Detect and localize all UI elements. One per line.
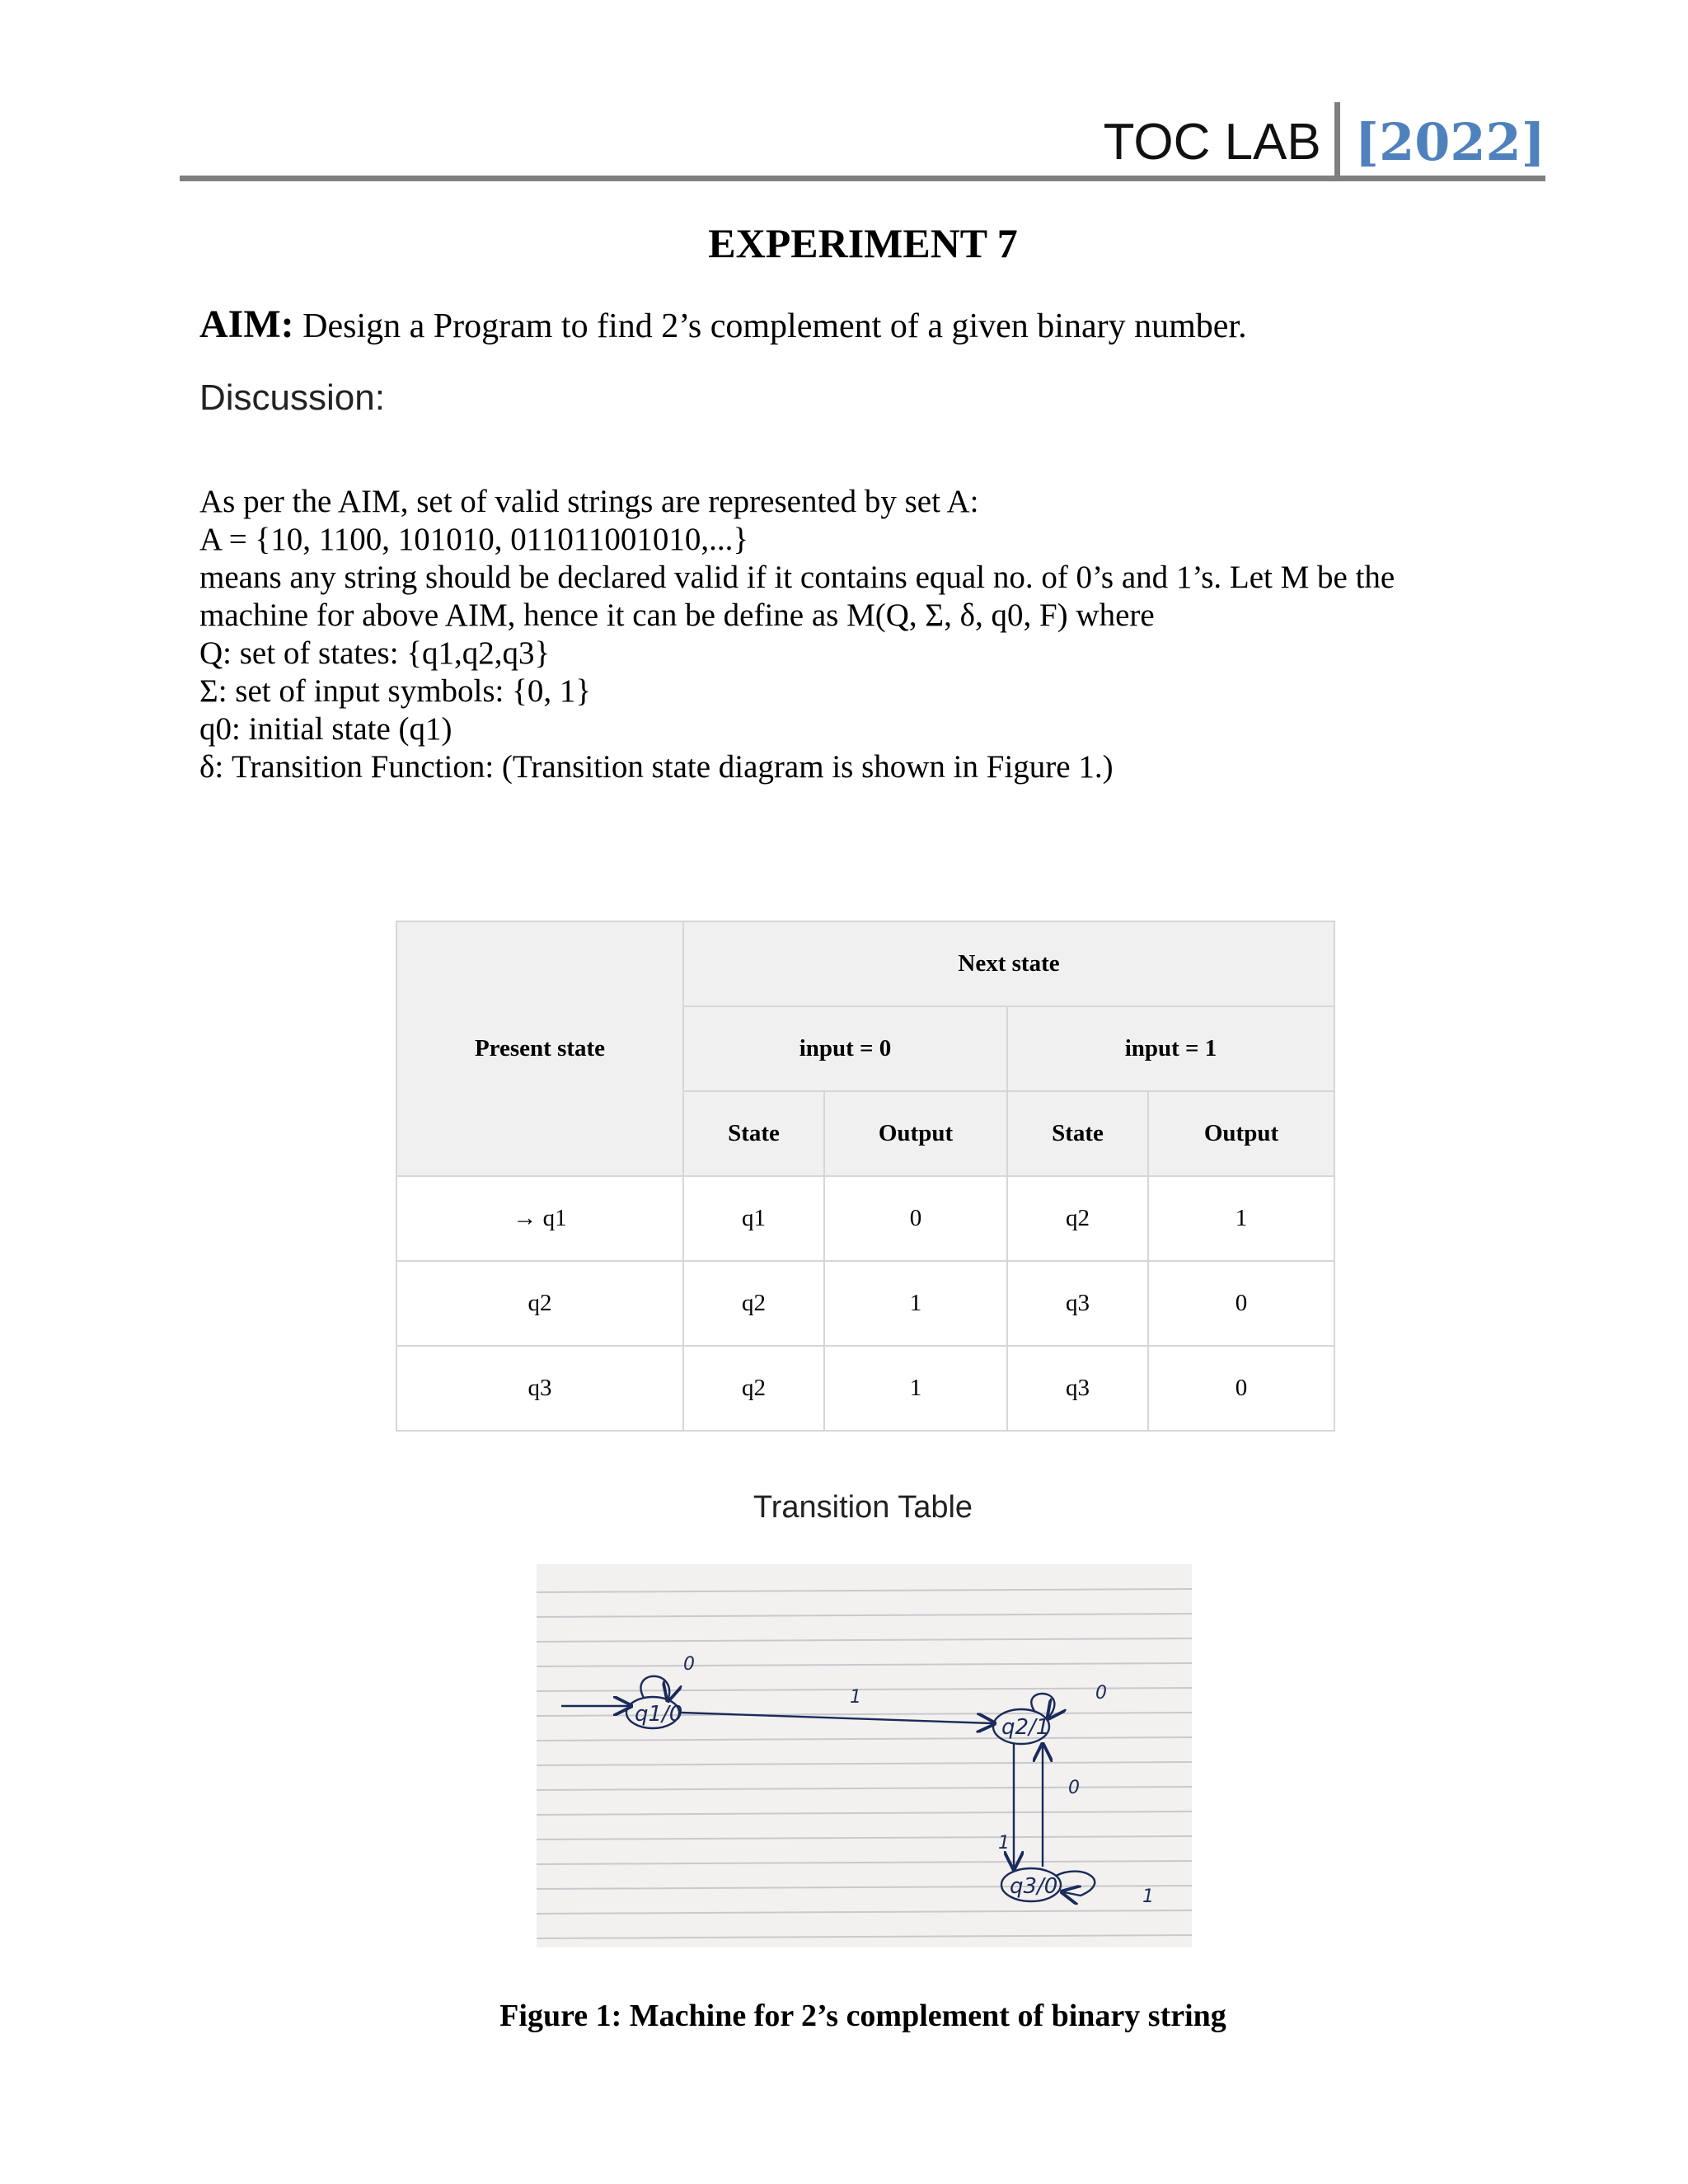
body-line: Σ: set of input symbols: {0, 1} [199,673,592,709]
body-line: As per the AIM, set of valid strings are represented by set A: [199,484,979,519]
aim-line [199,302,1247,347]
state-header: State [683,1091,824,1176]
output-1-cell: 0 [1148,1261,1334,1346]
output-0-cell: 1 [824,1346,1007,1431]
header-title: TOC LAB [1103,113,1321,171]
header-divider [1334,102,1340,181]
output-header: Output [1148,1091,1334,1176]
header-year: [2022] [1354,111,1545,172]
output-1-cell: 1 [1148,1176,1334,1261]
next-state-1-cell: q2 [1007,1176,1148,1261]
state-diagram-photo [537,1564,1192,1947]
loop-q1 [641,1676,670,1699]
state-q2-label: q2/1 [1001,1715,1050,1740]
body-line: A = {10, 1100, 101010, 011011001010,...} [199,522,749,557]
loop-q1-label: 0 [683,1654,695,1675]
output-0-cell: 1 [824,1261,1007,1346]
aim-label: AIM: [199,302,294,346]
discussion-body [199,483,1395,786]
table-caption: Transition Table [753,1490,973,1525]
output-1-cell: 0 [1148,1346,1334,1431]
edge-q3-q2-label: 0 [1068,1778,1080,1798]
output-header: Output [824,1091,1007,1176]
next-state-0-cell: q1 [683,1176,824,1261]
transition-table [396,921,1335,1432]
body-line: machine for above AIM, hence it can be define as M(Q, Σ, δ, q0, F) where [199,598,1155,633]
next-state-0-cell: q2 [683,1261,824,1346]
edge-q1-q2-label: 1 [850,1687,861,1708]
present-state-header: Present state [396,921,683,1176]
state-diagram [537,1564,1192,1947]
header-rule [180,176,1545,181]
present-state-cell: → q1 [396,1176,683,1261]
present-state-cell: q2 [396,1261,683,1346]
figure-caption: Figure 1: Machine for 2’s complement of binary string [499,1999,1226,2033]
input-0-header: input = 0 [683,1006,1007,1091]
loop-q2-label: 0 [1095,1683,1107,1704]
aim-text: Design a Program to find 2’s complement of a given binary number. [302,307,1247,345]
state-header: State [1007,1091,1148,1176]
loop-q3-label: 1 [1142,1886,1154,1907]
table-row [396,1261,1334,1346]
input-1-header: input = 1 [1007,1006,1334,1091]
body-line: q0: initial state (q1) [199,711,452,747]
state-q3-label: q3/0 [1010,1874,1058,1899]
page-header [1104,101,1545,183]
experiment-title: EXPERIMENT 7 [708,220,1018,266]
body-line: Q: set of states: {q1,q2,q3} [199,635,551,671]
body-line: means any string should be declared valid if it contains equal no. of 0’s and 1’s. Let M be the [199,560,1395,595]
present-state-cell: q3 [396,1346,683,1431]
body-line: δ: Transition Function: (Transition state diagram is shown in Figure 1.) [199,749,1114,785]
table-row [396,1176,1334,1261]
next-state-1-cell: q3 [1007,1261,1148,1346]
next-state-1-cell: q3 [1007,1346,1148,1431]
discussion-heading: Discussion: [199,377,385,418]
next-state-header: Next state [683,921,1334,1006]
state-q1-label: q1/0 [635,1702,683,1727]
next-state-0-cell: q2 [683,1346,824,1431]
output-0-cell: 0 [824,1176,1007,1261]
edge-q2-q3-label: 1 [998,1833,1010,1854]
table-row [396,1346,1334,1431]
